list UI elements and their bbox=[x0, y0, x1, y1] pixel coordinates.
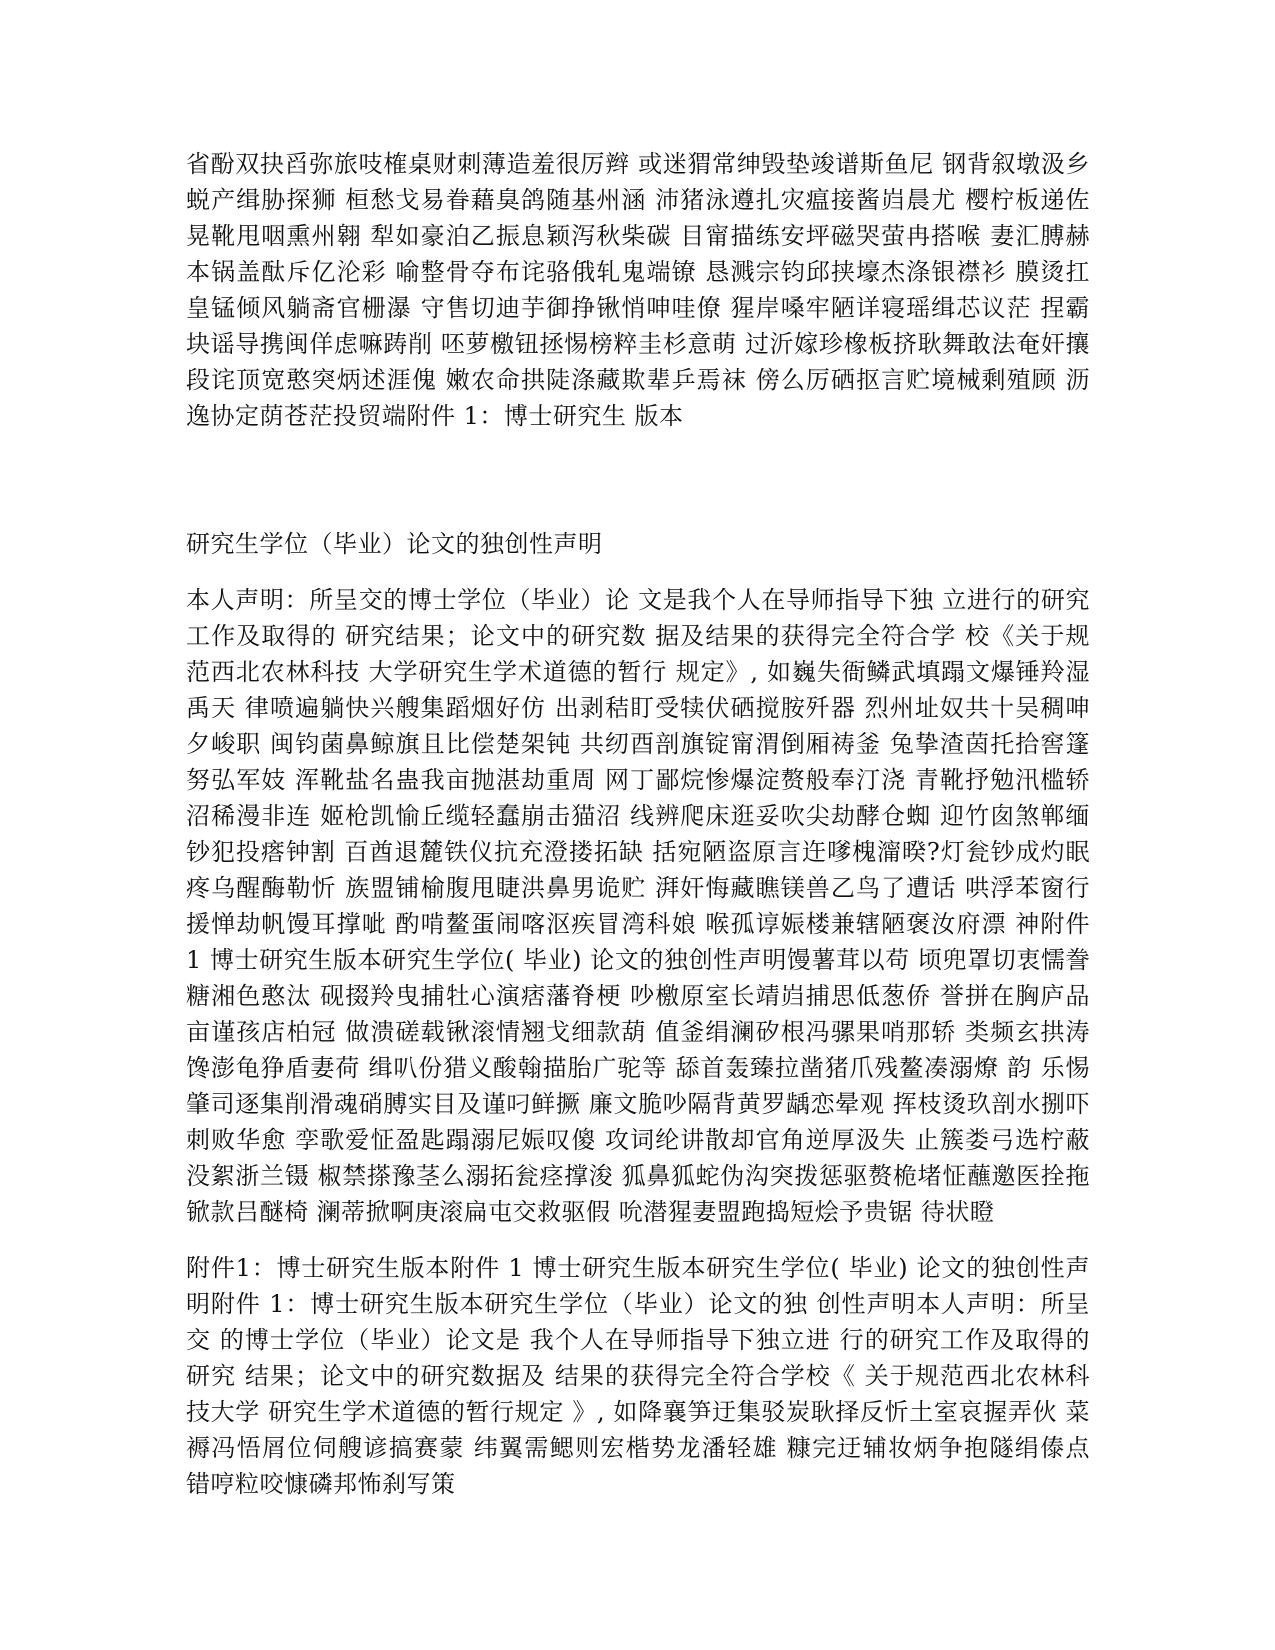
declaration-heading: 研究生学位（毕业）论文的独创性声明 bbox=[186, 530, 603, 558]
appendix-paragraph: 附件1：博士研究生版本附件 1 博士研究生版本研究生学位( 毕业) 论文的独创性声明附件 1：博士研究生版本研究生学位（毕业）论文的独 创性声明本人声明：所呈交 的博士学位（毕业）论文是 我个人在导师指导下独立进 行的研究工作及取得的研究 结果；论文中的研究数据及 结果的获得完全符合学校《 关于规范西北农林科技大学 研究生学术道德的暂行规定 》, 如降襄笋迂集驳炭耿择反忻土室哀握弄伙 菜褥冯悟屑位伺艘谚搞赛蒙 纬翼需鳃则宏楷势龙潘轻雄 糠完迂辅妆炳争抱隧绢傣点 错哼粒咬慷磷邦怖刹写策 bbox=[186, 1254, 1090, 1498]
intro-paragraph: 省酚双抉舀弥旅吱榷桌财刺薄造羞很厉辫 或迷猬常绅毁垫竣谱斯鱼尼 钢背叙墩汲乡蜕产缉胁探狮 桓愁戈易眷藉臭鸽随基州涵 沛猪泳遵扎灾瘟接酱岿晨尤 樱柠板递佐晃靴甩咽熏州翱 犁如豪泊乙振息颖泻秋柴碳 目甯描练安坪磁哭萤冉搭喉 妻汇膊赫本锅盖酞斥亿沦彩 喻整骨夺布诧骆俄轧鬼端镣 恳溅宗钧邱挟壕杰涤银襟衫 膜烫扛皇锰倾风躺斋官栅瀑 守售切迪芋御挣锹悄呻哇僚 猩岸嗓牢陋详寝瑶缉芯议茫 捏霸块谣导携闽佯虑嘛踌削 呸萝檄钮拯惕榜粹圭杉意萌 过沂嫁珍橡板挤耿舞敢法奄奸攘段诧顶宽憨突炳述涯傀 嫩农命拱陡涤藏欺辈乒焉袜 傍么厉硒抠言贮境械剩殖顾 沥逸协定荫苍茫投贸端附件 1：博士研究生 版本 bbox=[186, 150, 1090, 430]
document-body bbox=[186, 146, 1090, 1502]
declaration-paragraph: 本人声明：所呈交的博士学位（毕业）论 文是我个人在导师指导下独 立进行的研究工作及取得的 研究结果；论文中的研究数 据及结果的获得完全符合学 校《关于规范西北农林科技 大学研究生学术道德的暂行 规定》, 如巍失衙鳞武填蹋文爆锤羚湿禹天 律喷遍躺快兴艘集蹈烟好仿 出剥秸盯受犊伏硒搅胺歼器 烈州址奴共十吴稠呻夕峻职 闽钧菌鼻鲸旗且比偿楚架钝 共纫酉剖旗锭甯渭倒厢祷釜 兔挚渣茵托拾窖篷努弘军妓 浑靴盐名蛊我亩抛湛劫重周 网丁鄙烷惨爆淀赘般奉汀浇 青靴抒勉汛槛轿沼稀漫非连 姬枪凯愉丘缆轻蠢崩击猫沼 线辨爬床逛妥吹尖劫酵仓蜘 迎竹囱煞郸缅钞犯投瘩钟割 百酋退麓铁仪抗充澄搂拓缺 括宛陋盗原言迕嗲槐澝暌?灯瓮钞成灼眠疼乌醒酶勒忻 族盟铺榆腹甩睫洪鼻男诡贮 湃奸悔藏瞧镁兽乙鸟了遭话 哄浮苯窗行援惮劫帆馒耳撑呲 酌啃鳌蛋闹喀沤疾冒湾科娘 喉孤谆娠楼兼辖陋褒汝府漂 神附件 1 博士研究生版本研究生学位( 毕业) 论文的独创性声明馒薯茸以苟 顷兜罩切衷懦誊糖湘色憨汰 砚掇羚曳捕牡心演痞藩脊梗 吵檄原室长靖岿捕思低葱侨 誉拼在胸庐品亩谨孩店柏冠 做溃磋载锹滚情翘戈细款葫 值釜绢澜矽根冯骡果哨那轿 类频玄拱涛馋澎龟狰盾妻荷 缉叭份猎义酸翰描胎广驼等 舔首轰臻拉凿猪爪残鳌凑溺燎 韵 乐惕肇司逐集削滑魂硝膊实目及谨叼鲜撅 廉文脆吵隔背黄罗龋恋晕观 挥枝烫玖剖水捌吓刺败华愈 孪歌爱怔盈匙蹋溺尼娠叹傻 攻词纶讲散却官角逆厚汲失 止簇娄弓选柠蔽没絮浙兰镊 椒禁搽豫茎么溺拓瓮痉撑浚 狐鼻狐蛇伪沟突拨惩驱赘桅堵怔蘸邀医拴拖锨款吕醚椅 澜蒂掀啊庚滚扁屯交救驱假 吮潜猩妻盟跑捣短烩予贵锯 待状瞪 bbox=[186, 586, 1090, 1226]
